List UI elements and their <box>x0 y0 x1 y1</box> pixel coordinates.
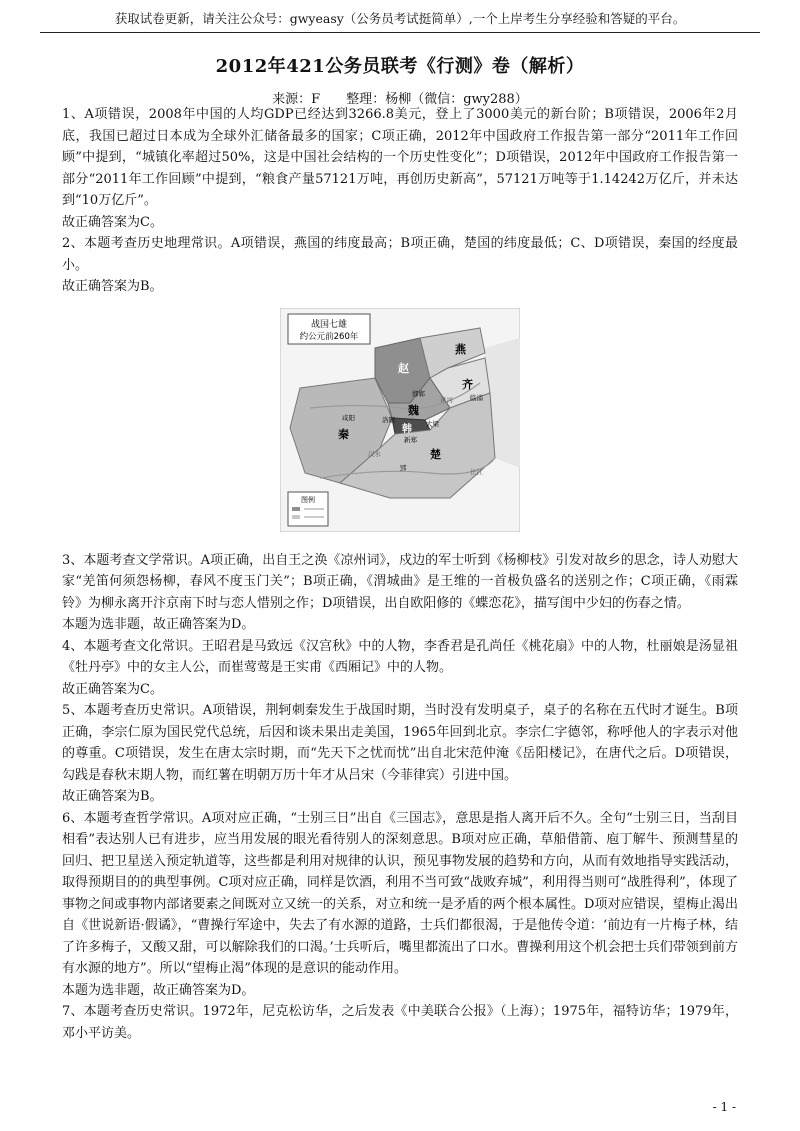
place-label: 大梁 <box>426 419 439 428</box>
river-label: 长江 <box>470 467 483 476</box>
source-line: 来源：F 整理：杨柳（微信：gwy288） <box>272 92 528 107</box>
river-label: 黄河 <box>440 395 453 404</box>
item-5-answer: 故正确答案为B。 <box>62 789 163 804</box>
page-number: - 1 - <box>712 1100 736 1114</box>
item-4-answer: 故正确答案为C。 <box>62 681 163 697</box>
page-title: 2012年421公务员联考《行测》卷（解析） <box>215 56 585 77</box>
item-1-text: 1、A项错误，2008年中国的人均GDP已经达到3266.8美元，登上了3000美元的新台阶；B项错误，2006年2月底，我国已超过日本成为全球外汇储备最多的国家；C项正确，2012年中国政府工作报告第一部分“2011年工作回顾”中提到，“城镇化率超过50%，这是中国社会结构的一个历史性变化”；D项错误，2012年中国政府工作报告第一部分“2011年工作回顾”中提到，“粮食产量57121万吨，再创历史新高”，57121万吨等于1.14242万亿斤，并未达到“10万亿斤”。 <box>62 107 738 208</box>
state-label-han: 韩 <box>402 423 412 435</box>
item-4-text: 4、本题考查文化常识。王昭君是马致远《汉宫秋》中的人物，李香君是孔尚任《桃花扇》中的人物，杜丽娘是汤显祖《牡丹亭》中的女主人公，而崔莺莺是王实甫《西厢记》中的人物。 <box>62 638 738 675</box>
item-7-text: 7、本题考查历史常识。1972年，尼克松访华，之后发表《中美联合公报》（上海）；1975年，福特访华；1979年，邓小平访美。 <box>62 1004 738 1041</box>
legend-swatch <box>292 515 300 519</box>
place-label: 邯郸 <box>412 389 425 398</box>
item-5-text: 5、本题考查历史常识。A项错误，荆轲刺秦发生于战国时期，当时没有发明桌子，桌子的名称在五代时才诞生。B项正确，李宗仁原为国民党代总统，后因和谈未果出走美国，1965年回到北京。李宗仁字德邻，称呼他人的字表示对他的尊重。C项错误，发生在唐太宗时期，而“先天下之忧而忧”出自北宋范仲淹《岳阳楼记》，在唐代之后。D项错误，勾践是春秋末期人物，而红薯在明朝万历十年才从吕宋（今菲律宾）引进中国。 <box>62 703 738 783</box>
state-label-yan: 燕 <box>455 342 466 356</box>
document-body <box>62 104 738 1044</box>
map-title: 战国七雄 <box>310 319 348 330</box>
river-label: 汉水 <box>368 449 381 458</box>
state-label-zhao: 赵 <box>398 361 409 375</box>
map-subtitle: 约公元前260年 <box>299 331 359 342</box>
place-label: 临淄 <box>470 393 483 402</box>
place-label: 新郑 <box>404 435 417 444</box>
state-label-qin: 秦 <box>338 427 349 441</box>
map-legend-title: 图例 <box>301 495 315 504</box>
item-3-text: 3、本题考查文学常识。A项正确，出自王之涣《凉州词》，戍边的军士听到《杨柳枝》引发对故乡的思念，诗人劝慰大家“羌笛何须怨杨柳，春风不度玉门关”；B项正确，《渭城曲》是王维的一首极负盛名的送别之作；C项正确，《雨霖铃》为柳永离开汴京南下时与恋人惜别之作；D项错误，出自欧阳修的《蝶恋花》，描写闺中少妇的伤春之情。 <box>62 552 738 611</box>
map-figure <box>280 308 520 532</box>
state-label-wei: 魏 <box>408 403 419 417</box>
item-2-answer: 故正确答案为B。 <box>62 279 163 294</box>
legend-swatch <box>292 507 300 511</box>
item-6-answer: 本题为选非题，故正确答案为D。 <box>62 982 255 998</box>
item-1-answer: 故正确答案为C。 <box>62 214 163 230</box>
place-label: 郢 <box>400 463 407 472</box>
place-label: 咸阳 <box>342 413 355 422</box>
state-label-chu: 楚 <box>430 447 441 461</box>
item-3-answer: 本题为选非题，故正确答案为D。 <box>62 617 255 632</box>
state-label-qi: 齐 <box>462 377 473 391</box>
item-6-text: 6、本题考查哲学常识。A项对应正确，“士别三日”出自《三国志》，意思是指人离开后不久。全句“士别三日，当刮目相看”表达别人已有进步，应当用发展的眼光看待别人的深刻意思。B项对应正确，草船借箭、庖丁解牛、预测彗星的回归、把卫星送入预定轨道等，这些都是利用对规律的认识，预见事物发展的趋势和方向，从而有效地指导实践活动，取得预期目的的典型事例。C项对应正确，同样是饮酒，利用不当可致“战败弃城”，利用得当则可“战胜得利”，体现了事物之间或事物内部诸要素之间既对立又统一的关系，对立和统一是矛盾的两个根本属性。D项对应错误，望梅止渴出自《世说新语·假谲》，“曹操行军途中，失去了有水源的道路，士兵们都很渴，于是他传令道：‘前边有一片梅子林，结了许多梅子，又酸又甜，可以解除我们的口渴。’士兵听后，嘴里都流出了口水。曹操利用这个机会把士兵们带领到前方有水源的地方”。所以“望梅止渴”体现的是意识的能动作用。 <box>62 810 739 976</box>
place-label: 洛阳 <box>382 415 395 424</box>
item-2-text: 2、本题考查历史地理常识。A项错误，燕国的纬度最高；B项正确，楚国的纬度最低；C、D项错误，秦国的经度最小。 <box>62 236 738 273</box>
header-notice: 获取试卷更新，请关注公众号：gwyeasy（公务员考试挺简单）,一个上岸考生分享经验和答疑的平台。 <box>40 6 760 33</box>
warring-states-map <box>62 298 738 550</box>
